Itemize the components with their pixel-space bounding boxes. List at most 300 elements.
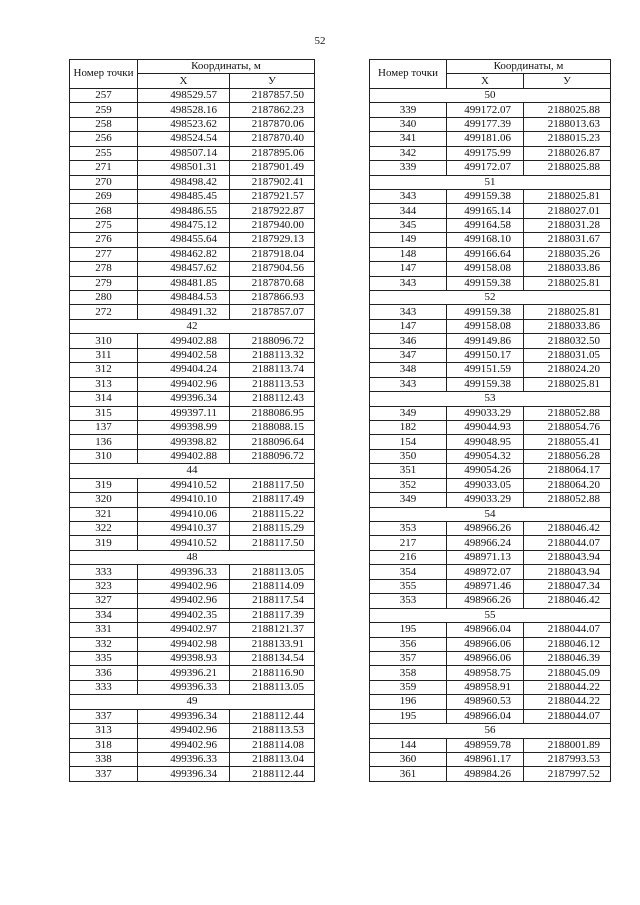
x-coordinate-cell: 499033.29 (447, 493, 524, 507)
table-row (70, 637, 315, 651)
point-number-cell: 313 (70, 724, 138, 738)
contour-number: 49 (70, 695, 315, 709)
table-row (370, 103, 611, 117)
point-number-cell: 320 (70, 493, 138, 507)
y-coordinate-cell: 2188013.63 (524, 117, 611, 131)
point-number-cell: 256 (70, 132, 138, 146)
point-number-cell: 347 (370, 348, 447, 362)
x-coordinate-cell: 499410.52 (138, 536, 230, 550)
table-row (370, 579, 611, 593)
point-number-cell: 343 (370, 305, 447, 319)
contour-group-row (370, 392, 611, 406)
x-coordinate-cell: 498507.14 (138, 146, 230, 160)
point-number-cell: 270 (70, 175, 138, 189)
y-coordinate-cell: 2188047.34 (524, 579, 611, 593)
y-coordinate-cell: 2188046.39 (524, 651, 611, 665)
table-row (70, 420, 315, 434)
coordinates-table-right (369, 59, 611, 782)
table-row (370, 276, 611, 290)
header-point-number: Номер точки (70, 60, 138, 89)
point-number-cell: 343 (370, 189, 447, 203)
table-row (70, 709, 315, 723)
x-coordinate-cell: 499172.07 (447, 161, 524, 175)
x-coordinate-cell: 499175.99 (447, 146, 524, 160)
x-coordinate-cell: 499166.64 (447, 247, 524, 261)
y-coordinate-cell: 2188115.29 (230, 522, 315, 536)
table-row (370, 233, 611, 247)
y-coordinate-cell: 2188121.37 (230, 623, 315, 637)
contour-number: 44 (70, 464, 315, 478)
y-coordinate-cell: 2188031.67 (524, 233, 611, 247)
x-coordinate-cell: 499177.39 (447, 117, 524, 131)
x-coordinate-cell: 499402.96 (138, 377, 230, 391)
x-coordinate-cell: 498498.42 (138, 175, 230, 189)
y-coordinate-cell: 2188044.22 (524, 695, 611, 709)
table-row (70, 161, 315, 175)
table-row (370, 132, 611, 146)
x-coordinate-cell: 499410.37 (138, 522, 230, 536)
x-coordinate-cell: 499396.34 (138, 767, 230, 781)
y-coordinate-cell: 2188024.20 (524, 363, 611, 377)
point-number-cell: 340 (370, 117, 447, 131)
y-coordinate-cell: 2187902.41 (230, 175, 315, 189)
point-number-cell: 354 (370, 565, 447, 579)
point-number-cell: 312 (70, 363, 138, 377)
page-number: 52 (314, 35, 326, 47)
table-row (370, 493, 611, 507)
contour-group-row (370, 291, 611, 305)
table-row (370, 680, 611, 694)
x-coordinate-cell: 498966.06 (447, 651, 524, 665)
x-coordinate-cell: 499151.59 (447, 363, 524, 377)
table-row (70, 680, 315, 694)
x-coordinate-cell: 498462.82 (138, 247, 230, 261)
table-row (370, 666, 611, 680)
table-row (370, 637, 611, 651)
point-number-cell: 310 (70, 449, 138, 463)
table-row (370, 363, 611, 377)
x-coordinate-cell: 498971.13 (447, 550, 524, 564)
point-number-cell: 280 (70, 291, 138, 305)
y-coordinate-cell: 2188112.44 (230, 767, 315, 781)
x-coordinate-cell: 499048.95 (447, 435, 524, 449)
table-row (70, 305, 315, 319)
point-number-cell: 216 (370, 550, 447, 564)
x-coordinate-cell: 499410.52 (138, 478, 230, 492)
point-number-cell: 358 (370, 666, 447, 680)
x-coordinate-cell: 498528.16 (138, 103, 230, 117)
point-number-cell: 333 (70, 680, 138, 694)
table-row (370, 753, 611, 767)
contour-group-row (70, 464, 315, 478)
table-row (70, 377, 315, 391)
x-coordinate-cell: 498972.07 (447, 565, 524, 579)
point-number-cell: 348 (370, 363, 447, 377)
point-number-cell: 276 (70, 233, 138, 247)
table-row (370, 117, 611, 131)
point-number-cell: 311 (70, 348, 138, 362)
point-number-cell: 321 (70, 507, 138, 521)
table-row (370, 738, 611, 752)
point-number-cell: 279 (70, 276, 138, 290)
y-coordinate-cell: 2188052.88 (524, 493, 611, 507)
table-row (370, 348, 611, 362)
point-number-cell: 269 (70, 189, 138, 203)
header-coordinates: Координаты, м (138, 60, 315, 74)
x-coordinate-cell: 498966.26 (447, 522, 524, 536)
table-row (70, 117, 315, 131)
contour-number: 42 (70, 319, 315, 333)
x-coordinate-cell: 499033.29 (447, 406, 524, 420)
point-number-cell: 137 (70, 420, 138, 434)
y-coordinate-cell: 2188114.09 (230, 579, 315, 593)
table-row (70, 738, 315, 752)
point-number-cell: 337 (70, 767, 138, 781)
point-number-cell: 319 (70, 478, 138, 492)
y-coordinate-cell: 2188046.42 (524, 522, 611, 536)
y-coordinate-cell: 2188133.91 (230, 637, 315, 651)
table-row (70, 348, 315, 362)
x-coordinate-cell: 498486.55 (138, 204, 230, 218)
table-row (370, 146, 611, 160)
table-row (70, 392, 315, 406)
y-coordinate-cell: 2187870.06 (230, 117, 315, 131)
x-coordinate-cell: 499396.33 (138, 680, 230, 694)
x-coordinate-cell: 499159.38 (447, 377, 524, 391)
point-number-cell: 277 (70, 247, 138, 261)
point-number-cell: 331 (70, 623, 138, 637)
x-coordinate-cell: 498966.26 (447, 594, 524, 608)
y-coordinate-cell: 2188044.22 (524, 680, 611, 694)
point-number-cell: 356 (370, 637, 447, 651)
table-row (70, 103, 315, 117)
x-coordinate-cell: 499402.35 (138, 608, 230, 622)
table-row (70, 753, 315, 767)
x-coordinate-cell: 499165.14 (447, 204, 524, 218)
table-row (370, 262, 611, 276)
table-row (370, 334, 611, 348)
y-coordinate-cell: 2188117.49 (230, 493, 315, 507)
x-coordinate-cell: 499159.38 (447, 305, 524, 319)
x-coordinate-cell: 499402.88 (138, 334, 230, 348)
table-row (70, 334, 315, 348)
x-coordinate-cell: 499402.96 (138, 579, 230, 593)
y-coordinate-cell: 2188025.81 (524, 377, 611, 391)
contour-group-row (370, 175, 611, 189)
y-coordinate-cell: 2187870.40 (230, 132, 315, 146)
table-row (70, 536, 315, 550)
x-coordinate-cell: 499402.88 (138, 449, 230, 463)
y-coordinate-cell: 2188117.50 (230, 478, 315, 492)
point-number-cell: 333 (70, 565, 138, 579)
y-coordinate-cell: 2188035.26 (524, 247, 611, 261)
x-coordinate-cell: 499410.10 (138, 493, 230, 507)
contour-number: 48 (70, 550, 315, 564)
x-coordinate-cell: 499396.34 (138, 392, 230, 406)
table-row (370, 189, 611, 203)
y-coordinate-cell: 2188032.50 (524, 334, 611, 348)
table-row (370, 695, 611, 709)
table-row (370, 406, 611, 420)
point-number-cell: 314 (70, 392, 138, 406)
point-number-cell: 332 (70, 637, 138, 651)
x-coordinate-cell: 499168.10 (447, 233, 524, 247)
contour-number: 52 (370, 291, 611, 305)
table-row (70, 594, 315, 608)
table-row (70, 291, 315, 305)
table-row (370, 420, 611, 434)
table-row (370, 651, 611, 665)
y-coordinate-cell: 2188113.05 (230, 680, 315, 694)
x-coordinate-cell: 498958.75 (447, 666, 524, 680)
contour-group-row (70, 550, 315, 564)
x-coordinate-cell: 498966.24 (447, 536, 524, 550)
x-coordinate-cell: 498961.17 (447, 753, 524, 767)
point-number-cell: 195 (370, 623, 447, 637)
y-coordinate-cell: 2188117.50 (230, 536, 315, 550)
table-row (70, 406, 315, 420)
x-coordinate-cell: 499402.98 (138, 637, 230, 651)
y-coordinate-cell: 2188096.72 (230, 334, 315, 348)
header-y: У (230, 74, 315, 88)
contour-group-row (370, 608, 611, 622)
x-coordinate-cell: 499397.11 (138, 406, 230, 420)
table-row (70, 435, 315, 449)
point-number-cell: 195 (370, 709, 447, 723)
y-coordinate-cell: 2188026.87 (524, 146, 611, 160)
table-row (70, 88, 315, 102)
contour-number: 56 (370, 724, 611, 738)
table-row (70, 189, 315, 203)
point-number-cell: 310 (70, 334, 138, 348)
table-row (370, 319, 611, 333)
x-coordinate-cell: 499396.33 (138, 753, 230, 767)
y-coordinate-cell: 2187857.50 (230, 88, 315, 102)
y-coordinate-cell: 2188025.81 (524, 189, 611, 203)
point-number-cell: 352 (370, 478, 447, 492)
x-coordinate-cell: 498966.06 (447, 637, 524, 651)
point-number-cell: 313 (70, 377, 138, 391)
y-coordinate-cell: 2188112.44 (230, 709, 315, 723)
y-coordinate-cell: 2187918.04 (230, 247, 315, 261)
y-coordinate-cell: 2188046.42 (524, 594, 611, 608)
y-coordinate-cell: 2188134.54 (230, 651, 315, 665)
table-row (370, 218, 611, 232)
point-number-cell: 359 (370, 680, 447, 694)
y-coordinate-cell: 2187904.56 (230, 262, 315, 276)
y-coordinate-cell: 2188044.07 (524, 709, 611, 723)
table-row (70, 507, 315, 521)
point-number-cell: 217 (370, 536, 447, 550)
table-row (370, 435, 611, 449)
x-coordinate-cell: 498491.32 (138, 305, 230, 319)
table-row (370, 204, 611, 218)
point-number-cell: 353 (370, 594, 447, 608)
point-number-cell: 322 (70, 522, 138, 536)
x-coordinate-cell: 499404.24 (138, 363, 230, 377)
y-coordinate-cell: 2188064.17 (524, 464, 611, 478)
y-coordinate-cell: 2188096.72 (230, 449, 315, 463)
x-coordinate-cell: 498966.04 (447, 709, 524, 723)
y-coordinate-cell: 2188113.74 (230, 363, 315, 377)
x-coordinate-cell: 498971.46 (447, 579, 524, 593)
y-coordinate-cell: 2188117.39 (230, 608, 315, 622)
point-number-cell: 357 (370, 651, 447, 665)
y-coordinate-cell: 2187921.57 (230, 189, 315, 203)
table-row (70, 204, 315, 218)
y-coordinate-cell: 2188117.54 (230, 594, 315, 608)
y-coordinate-cell: 2188033.86 (524, 262, 611, 276)
point-number-cell: 182 (370, 420, 447, 434)
x-coordinate-cell: 499054.26 (447, 464, 524, 478)
header-y: У (524, 74, 611, 88)
table-row (70, 724, 315, 738)
table-row (70, 666, 315, 680)
y-coordinate-cell: 2188031.28 (524, 218, 611, 232)
point-number-cell: 341 (370, 132, 447, 146)
point-number-cell: 268 (70, 204, 138, 218)
y-coordinate-cell: 2187862.23 (230, 103, 315, 117)
x-coordinate-cell: 499398.99 (138, 420, 230, 434)
x-coordinate-cell: 499396.34 (138, 709, 230, 723)
table-row (370, 565, 611, 579)
header-coordinates: Координаты, м (447, 60, 611, 74)
y-coordinate-cell: 2188043.94 (524, 550, 611, 564)
x-coordinate-cell: 498485.45 (138, 189, 230, 203)
point-number-cell: 258 (70, 117, 138, 131)
table-row (70, 276, 315, 290)
table-row (70, 579, 315, 593)
table-row (70, 132, 315, 146)
x-coordinate-cell: 498529.57 (138, 88, 230, 102)
point-number-cell: 353 (370, 522, 447, 536)
y-coordinate-cell: 2188045.09 (524, 666, 611, 680)
y-coordinate-cell: 2188043.94 (524, 565, 611, 579)
table-row (70, 218, 315, 232)
table-row (70, 363, 315, 377)
point-number-cell: 272 (70, 305, 138, 319)
coordinates-table-left (69, 59, 315, 782)
y-coordinate-cell: 2188113.32 (230, 348, 315, 362)
table-row (370, 449, 611, 463)
point-number-cell: 349 (370, 493, 447, 507)
point-number-cell: 345 (370, 218, 447, 232)
point-number-cell: 361 (370, 767, 447, 781)
y-coordinate-cell: 2188046.12 (524, 637, 611, 651)
y-coordinate-cell: 2188015.23 (524, 132, 611, 146)
y-coordinate-cell: 2188001.89 (524, 738, 611, 752)
header-point-number: Номер точки (370, 60, 447, 89)
y-coordinate-cell: 2188064.20 (524, 478, 611, 492)
point-number-cell: 350 (370, 449, 447, 463)
point-number-cell: 149 (370, 233, 447, 247)
point-number-cell: 343 (370, 377, 447, 391)
contour-group-row (70, 695, 315, 709)
y-coordinate-cell: 2187940.00 (230, 218, 315, 232)
table-row (370, 623, 611, 637)
table-row (370, 161, 611, 175)
y-coordinate-cell: 2188056.28 (524, 449, 611, 463)
y-coordinate-cell: 2188025.88 (524, 103, 611, 117)
x-coordinate-cell: 498958.91 (447, 680, 524, 694)
y-coordinate-cell: 2188027.01 (524, 204, 611, 218)
x-coordinate-cell: 499158.08 (447, 262, 524, 276)
y-coordinate-cell: 2187901.49 (230, 161, 315, 175)
y-coordinate-cell: 2188054.76 (524, 420, 611, 434)
x-coordinate-cell: 498959.78 (447, 738, 524, 752)
x-coordinate-cell: 499159.38 (447, 276, 524, 290)
table-row (70, 233, 315, 247)
point-number-cell: 360 (370, 753, 447, 767)
x-coordinate-cell: 499159.38 (447, 189, 524, 203)
point-number-cell: 278 (70, 262, 138, 276)
x-coordinate-cell: 499402.96 (138, 594, 230, 608)
point-number-cell: 334 (70, 608, 138, 622)
table-row (70, 247, 315, 261)
x-coordinate-cell: 499158.08 (447, 319, 524, 333)
contour-number: 53 (370, 392, 611, 406)
point-number-cell: 259 (70, 103, 138, 117)
y-coordinate-cell: 2188088.15 (230, 420, 315, 434)
table-row (370, 377, 611, 391)
x-coordinate-cell: 498960.53 (447, 695, 524, 709)
y-coordinate-cell: 2187870.68 (230, 276, 315, 290)
table-row (70, 767, 315, 781)
point-number-cell: 344 (370, 204, 447, 218)
table-row (70, 522, 315, 536)
table-row (70, 146, 315, 160)
table-row (70, 493, 315, 507)
y-coordinate-cell: 2188044.07 (524, 623, 611, 637)
point-number-cell: 355 (370, 579, 447, 593)
table-row (70, 449, 315, 463)
y-coordinate-cell: 2188096.64 (230, 435, 315, 449)
x-coordinate-cell: 498475.12 (138, 218, 230, 232)
y-coordinate-cell: 2188025.81 (524, 276, 611, 290)
table-row (70, 565, 315, 579)
y-coordinate-cell: 2188033.86 (524, 319, 611, 333)
x-coordinate-cell: 499150.17 (447, 348, 524, 362)
x-coordinate-cell: 498523.62 (138, 117, 230, 131)
point-number-cell: 257 (70, 88, 138, 102)
y-coordinate-cell: 2188115.22 (230, 507, 315, 521)
x-coordinate-cell: 498457.62 (138, 262, 230, 276)
point-number-cell: 349 (370, 406, 447, 420)
y-coordinate-cell: 2188116.90 (230, 666, 315, 680)
point-number-cell: 343 (370, 276, 447, 290)
x-coordinate-cell: 499402.96 (138, 724, 230, 738)
y-coordinate-cell: 2188025.81 (524, 305, 611, 319)
table-row (370, 536, 611, 550)
point-number-cell: 147 (370, 262, 447, 276)
point-number-cell: 337 (70, 709, 138, 723)
x-coordinate-cell: 499402.96 (138, 738, 230, 752)
table-row (370, 247, 611, 261)
point-number-cell: 275 (70, 218, 138, 232)
point-number-cell: 336 (70, 666, 138, 680)
x-coordinate-cell: 498481.85 (138, 276, 230, 290)
x-coordinate-cell: 499410.06 (138, 507, 230, 521)
x-coordinate-cell: 499164.58 (447, 218, 524, 232)
x-coordinate-cell: 499044.93 (447, 420, 524, 434)
y-coordinate-cell: 2188114.08 (230, 738, 315, 752)
x-coordinate-cell: 498966.04 (447, 623, 524, 637)
point-number-cell: 339 (370, 103, 447, 117)
y-coordinate-cell: 2187866.93 (230, 291, 315, 305)
contour-group-row (370, 724, 611, 738)
table-row (70, 478, 315, 492)
contour-number: 54 (370, 507, 611, 521)
